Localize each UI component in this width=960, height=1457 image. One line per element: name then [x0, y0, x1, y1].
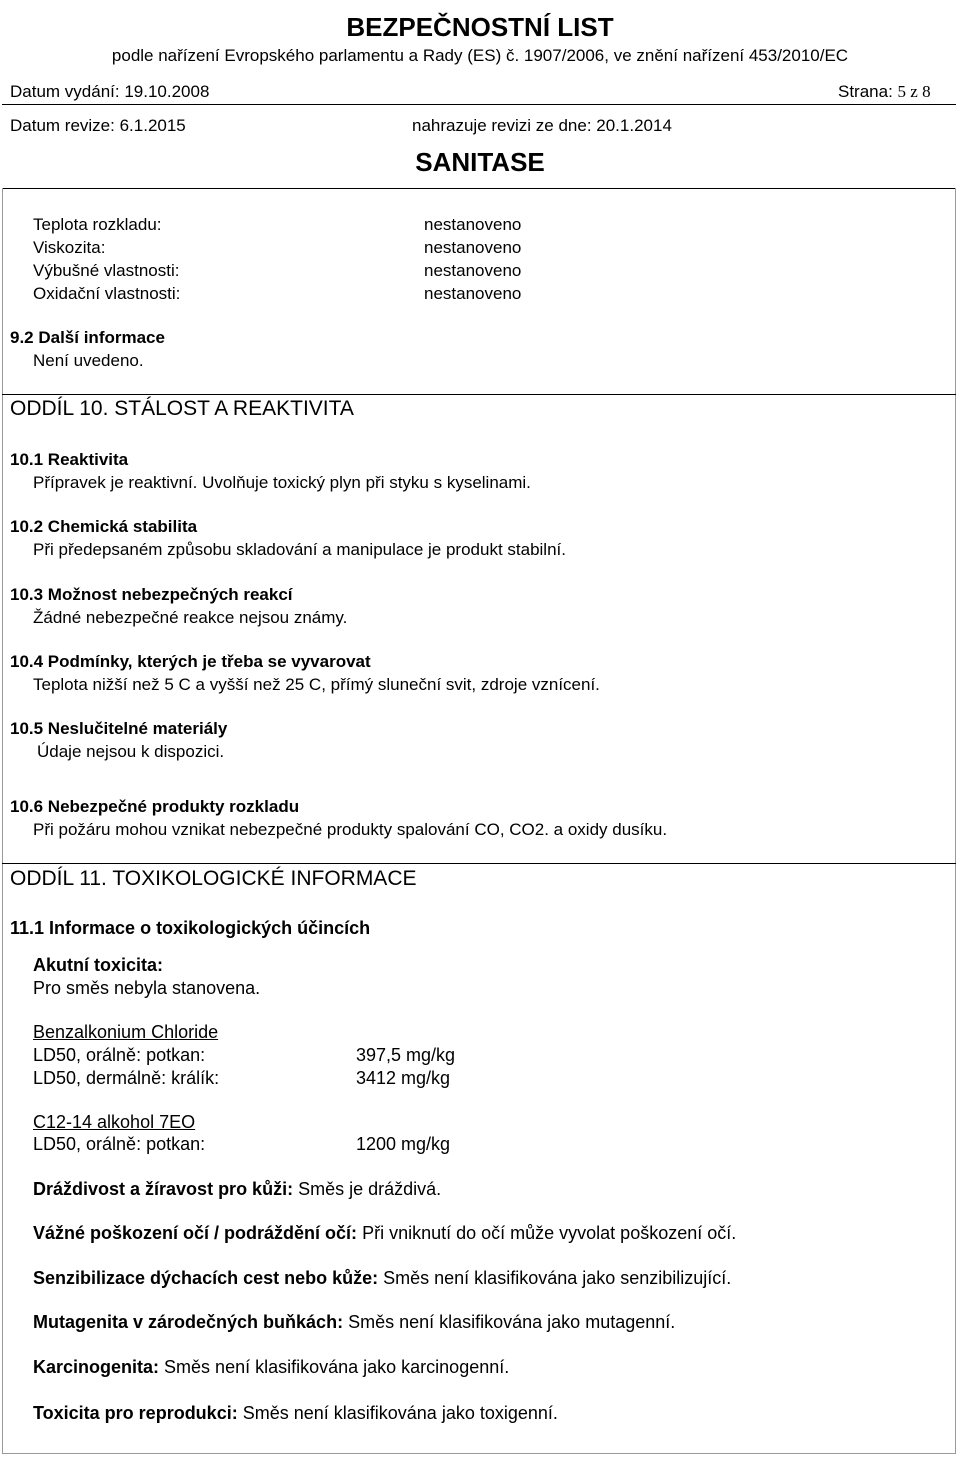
property-label: Viskozita: — [33, 238, 106, 257]
hazard-label: Karcinogenita: — [33, 1357, 160, 1377]
ld50-label: LD50, dermálně: králík: — [33, 1068, 220, 1088]
ld50-value: 1200 mg/kg — [356, 1134, 451, 1154]
subsection-heading: 11.1 Informace o toxikologických účincích — [10, 918, 371, 938]
hazard-row — [33, 1268, 731, 1289]
subsection-text: Při předepsaném způsobu skladování a manipulace je produkt stabilní. — [33, 540, 566, 559]
subsection-text: Teplota nižší než 5 C a vyšší než 25 C, přímý sluneční svit, zdroje vznícení. — [33, 675, 600, 694]
hazard-label: Vážné poškození očí / podráždění očí: — [33, 1223, 358, 1243]
subsection-heading: 10.2 Chemická stabilita — [10, 517, 198, 536]
property-value: nestanoveno — [424, 284, 522, 303]
hazard-text: Směs není klasifikována jako senzibilizující. — [383, 1268, 732, 1288]
section-heading: ODDÍL 11. TOXIKOLOGICKÉ INFORMACE — [10, 867, 417, 890]
hazard-label: Toxicita pro reprodukci: — [33, 1403, 238, 1423]
hazard-row — [33, 1179, 441, 1200]
subsection-heading: 10.1 Reaktivita — [10, 450, 129, 469]
issue-date: Datum vydání: 19.10.2008 — [10, 82, 210, 101]
hazard-text: Směs není klasifikována jako mutagenní. — [348, 1312, 676, 1332]
property-label: Výbušné vlastnosti: — [33, 261, 180, 280]
subsection-heading: 9.2 Další informace — [10, 328, 165, 347]
header-divider — [2, 104, 956, 105]
subsection-text: Žádné nebezpečné reakce nejsou známy. — [33, 608, 348, 627]
subsection-heading: 10.5 Neslučitelné materiály — [10, 719, 228, 738]
revision-date: Datum revize: 6.1.2015 — [10, 116, 186, 135]
ld50-label: LD50, orálně: potkan: — [33, 1045, 206, 1065]
replaces-revision: nahrazuje revizi ze dne: 20.1.2014 — [412, 116, 672, 135]
hazard-row — [33, 1357, 509, 1378]
hazard-text: Při vniknutí do očí může vyvolat poškození očí. — [362, 1223, 737, 1243]
ld50-value: 397,5 mg/kg — [356, 1045, 456, 1065]
subsection-heading: 10.4 Podmínky, kterých je třeba se vyvarovat — [10, 652, 371, 671]
property-label: Oxidační vlastnosti: — [33, 284, 181, 303]
substance-name: Benzalkonium Chloride — [33, 1022, 219, 1042]
acute-toxicity-text: Pro směs nebyla stanovena. — [33, 978, 261, 998]
hazard-text: Směs je dráždivá. — [298, 1179, 442, 1199]
property-value: nestanoveno — [424, 238, 522, 257]
section-heading: ODDÍL 10. STÁLOST A REAKTIVITA — [10, 397, 354, 420]
hazard-row — [33, 1223, 736, 1244]
section-rule — [2, 394, 956, 395]
subsection-heading: 10.6 Nebezpečné produkty rozkladu — [10, 797, 300, 816]
hazard-label: Dráždivost a žíravost pro kůži: — [33, 1179, 294, 1199]
product-name: SANITASE — [415, 147, 545, 177]
subsection-text: Při požáru mohou vznikat nebezpečné produkty spalování CO, CO2. a oxidy dusíku. — [33, 820, 668, 839]
property-label: Teplota rozkladu: — [33, 215, 162, 234]
property-value: nestanoveno — [424, 261, 522, 280]
subsection-text: Není uvedeno. — [33, 351, 144, 370]
subsection-text: Údaje nejsou k dispozici. — [37, 742, 225, 761]
page-number — [838, 82, 931, 102]
page-value: 5 z 8 — [897, 82, 931, 101]
hazard-label: Senzibilizace dýchacích cest nebo kůže: — [33, 1268, 379, 1288]
substance-name: C12-14 alkohol 7EO — [33, 1112, 196, 1132]
ld50-label: LD50, orálně: potkan: — [33, 1134, 206, 1154]
acute-toxicity-label: Akutní toxicita: — [33, 955, 164, 975]
document-title: BEZPEČNOSTNÍ LIST — [346, 12, 614, 42]
ld50-value: 3412 mg/kg — [356, 1068, 451, 1088]
hazard-row — [33, 1403, 558, 1424]
subsection-text: Přípravek je reaktivní. Uvolňuje toxický plyn při styku s kyselinami. — [33, 473, 531, 492]
subsection-heading: 10.3 Možnost nebezpečných reakcí — [10, 585, 293, 604]
section-rule — [2, 863, 956, 864]
hazard-text: Směs není klasifikována jako toxigenní. — [242, 1403, 558, 1423]
property-value: nestanoveno — [424, 215, 522, 234]
page-label: Strana: — [838, 82, 893, 101]
hazard-row — [33, 1312, 675, 1333]
hazard-label: Mutagenita v zárodečných buňkách: — [33, 1312, 344, 1332]
regulation-subtitle: podle nařízení Evropského parlamentu a Rady (ES) č. 1907/2006, ve znění nařízení 453/2010/EC — [111, 46, 849, 65]
hazard-text: Směs není klasifikována jako karcinogenní. — [164, 1357, 510, 1377]
